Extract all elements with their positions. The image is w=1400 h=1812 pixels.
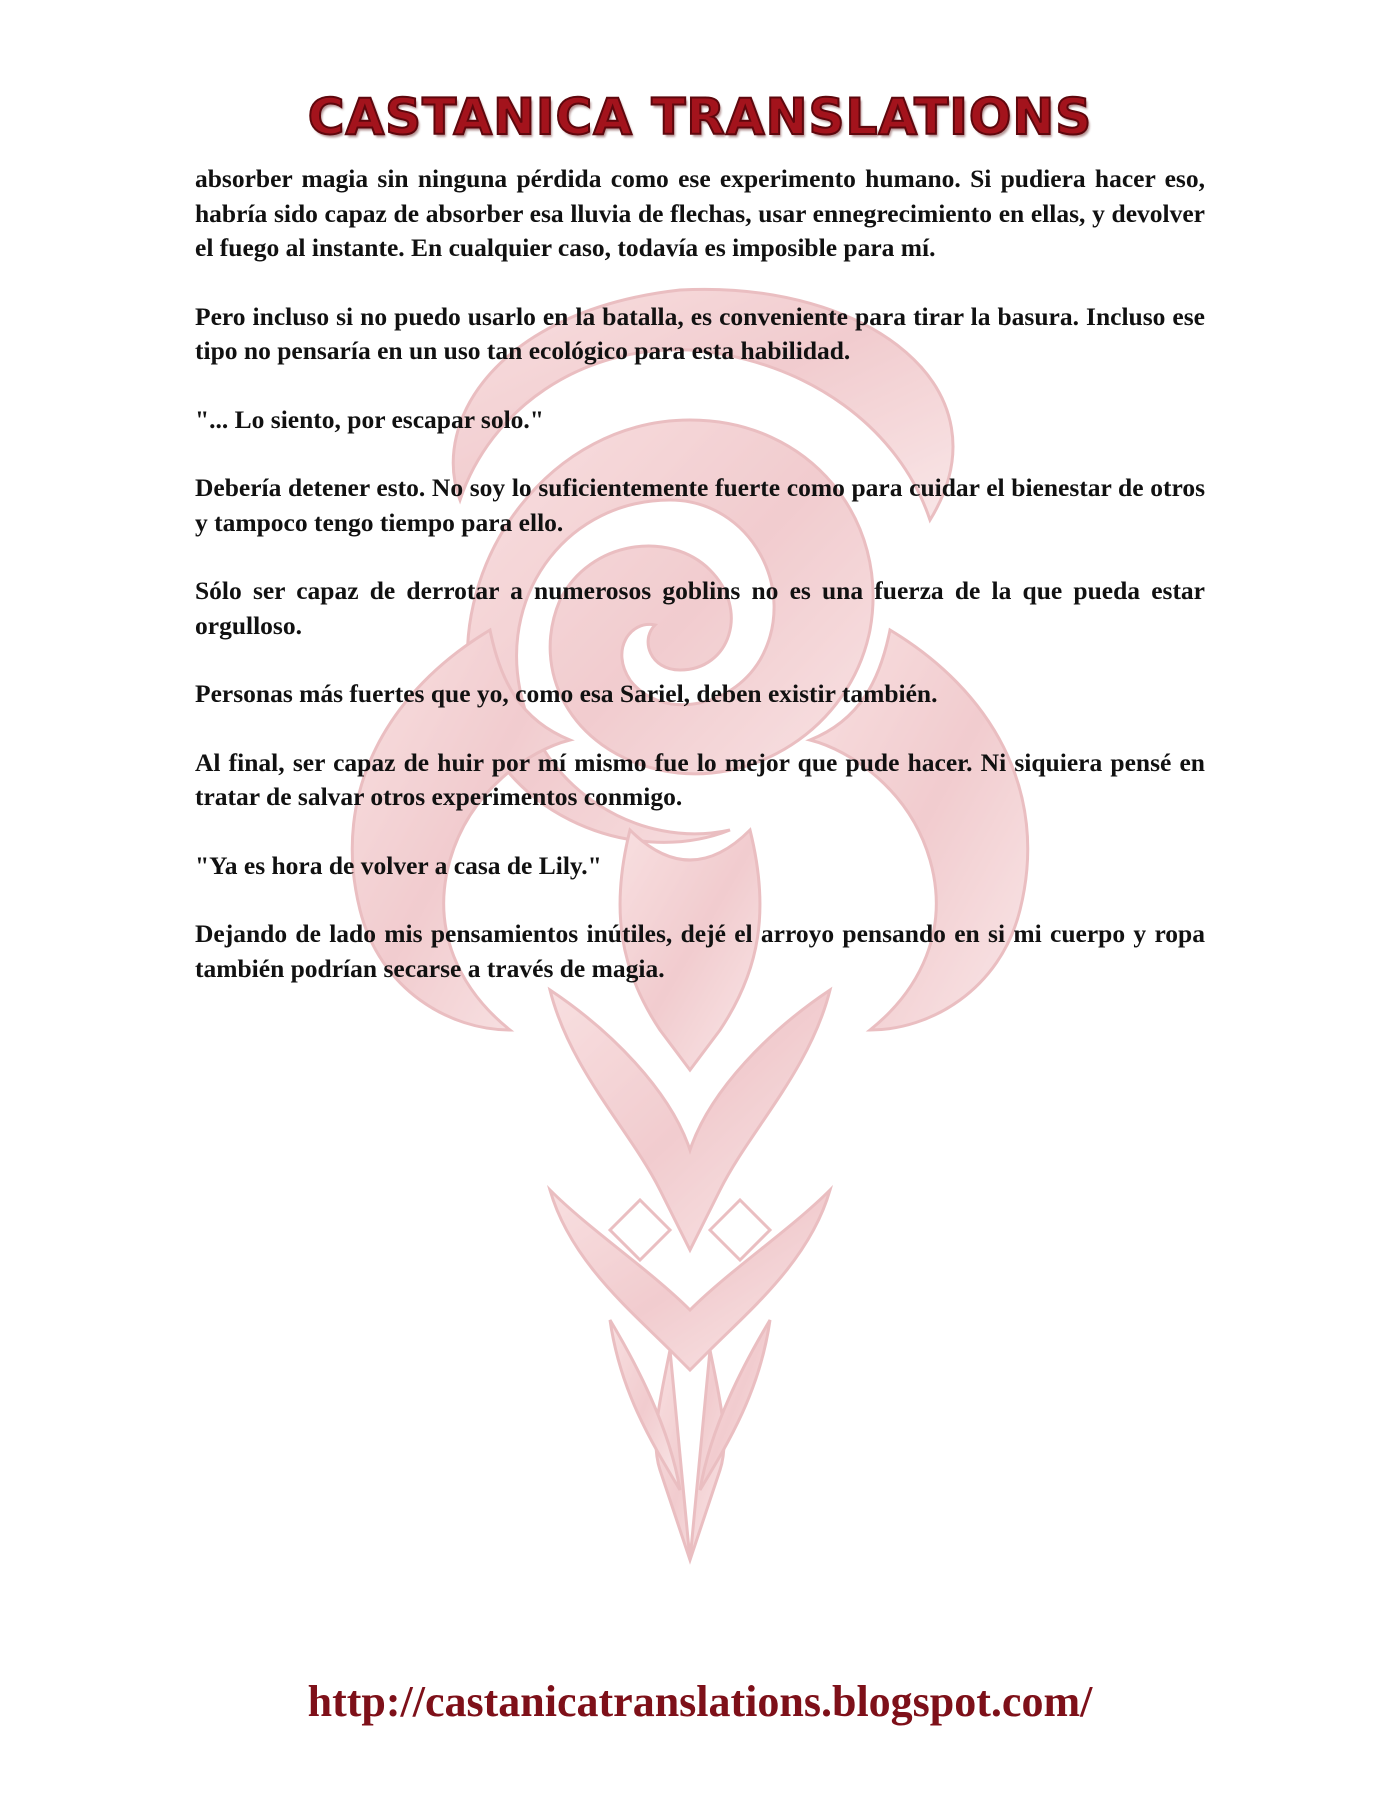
paragraph: Sólo ser capaz de derrotar a numerosos goblins no es una fuerza de la que pueda estar orgulloso. [195,576,1205,640]
footer-url-link[interactable]: http://castanicatranslations.blogspot.com/ [307,1677,1093,1726]
page-footer [0,1676,1400,1727]
paragraph: Dejando de lado mis pensamientos inútiles, dejé el arroyo pensando en si mi cuerpo y ropa también podrían secarse a través de magia. [195,919,1205,983]
paragraph: Al final, ser capaz de huir por mí mismo fue lo mejor que pude hacer. Ni siquiera pensé en tratar de salvar otros experimentos conmigo. [195,747,1205,811]
paragraph: Pero incluso si no puedo usarlo en la batalla, es conveniente para tirar la basura. Incluso ese tipo no pensaría en un uso tan ecológico para esta habilidad. [195,301,1205,365]
document-body [195,162,1205,1020]
paragraph: "Ya es hora de volver a casa de Lily." [195,850,602,880]
paragraph: Debería detener esto. No soy lo suficientemente fuerte como para cuidar el bienestar de otros y tampoco tengo tiempo para ello. [195,473,1205,537]
paragraph: "... Lo siento, por escapar solo." [195,404,544,434]
site-title: CASTANICA TRANSLATIONS [307,88,1093,146]
paragraph: Personas más fuertes que yo, como esa Sariel, deben existir también. [195,679,938,708]
page-header [0,88,1400,146]
paragraph: absorber magia sin ninguna pérdida como ese experimento humano. Si pudiera hacer eso, habría sido capaz de absorber esa lluvia de flechas, usar ennegrecimiento en ellas, y devolver el fuego al instante. En cualquier caso, todavía es imposible para mí. [195,164,1205,262]
